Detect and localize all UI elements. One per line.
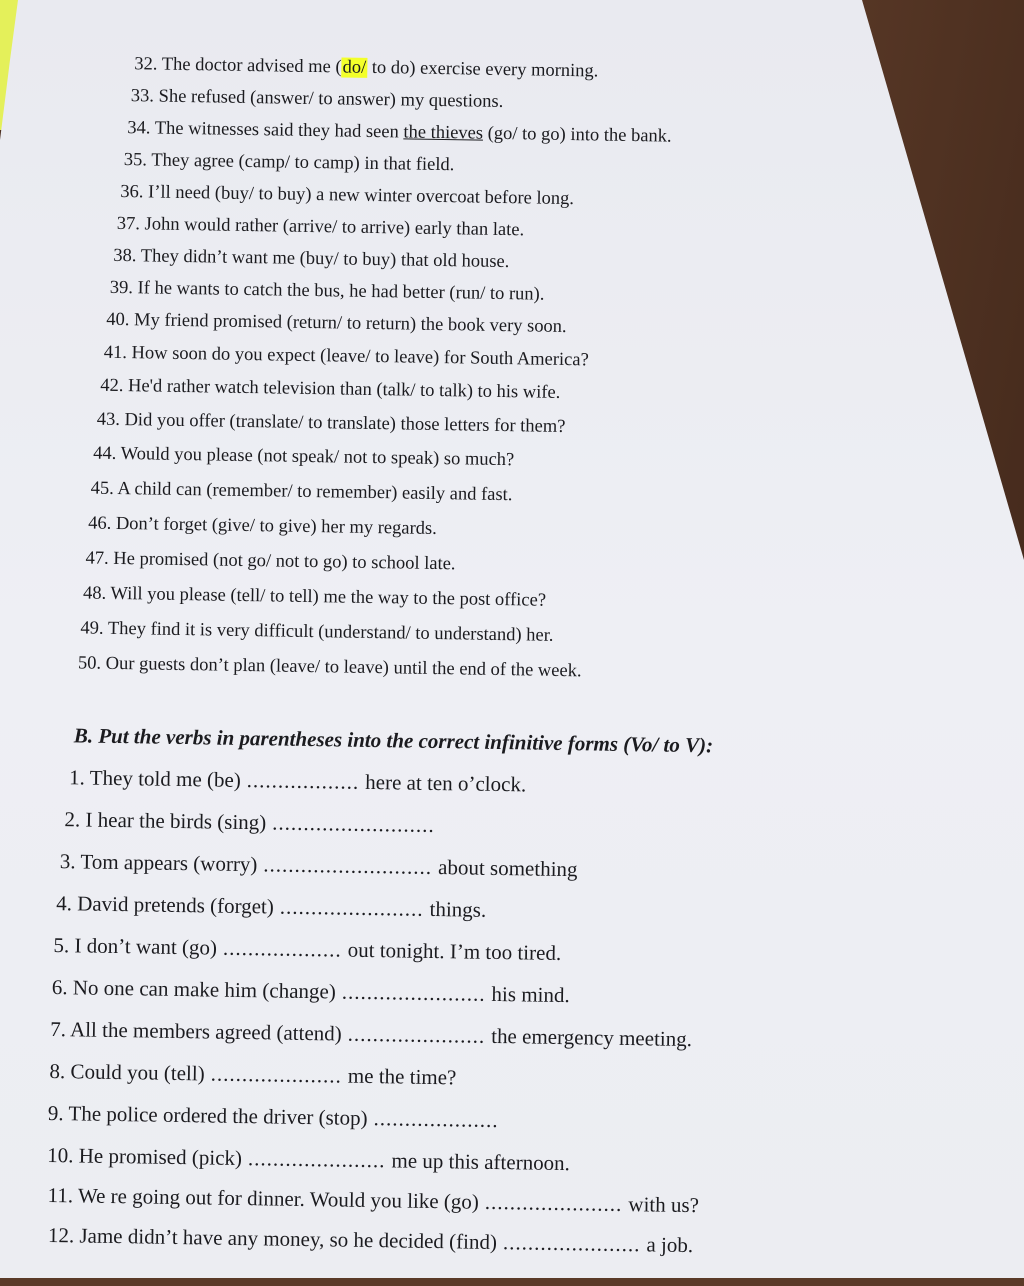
answer-blank: ........................... [263,852,433,879]
answer-blank: ...................... [247,1146,386,1173]
list-item: 9. The police ordered the driver (stop) .................... [47,1100,499,1133]
list-item: 39. If he wants to catch the bus, he had better (run/ to run). [109,277,545,305]
list-item: 12. Jame didn’t have any money, so he decided (find) ...................... a job. [47,1222,694,1258]
list-item: 43. Did you offer (translate/ to translate) those letters for them? [96,409,566,438]
list-item: 2. I hear the birds (sing) .......................... [64,807,435,838]
list-item: 4. David pretends (forget) ....................... things. [55,891,487,922]
list-item: 11. We re going out for dinner. Would you like (go) ...................... with us? [47,1182,700,1218]
list-item: 1. They told me (be) .................. here at ten o’clock. [68,765,527,797]
list-item: 42. He'd rather watch television than (talk/ to talk) to his wife. [100,375,561,403]
answer-blank: ....................... [341,979,486,1006]
list-item: 41. How soon do you expect (leave/ to leave) for South America? [103,342,589,371]
list-item: 38. They didn’t want me (buy/ to buy) that old house. [113,245,510,273]
list-item: 47. He promised (not go/ not to go) to school late. [85,548,456,575]
answer-blank: ...................... [484,1189,623,1216]
section-heading: B. Put the verbs in parentheses into the correct infinitive forms (Vo/ to V): [73,723,714,758]
answer-blank: ...................... [502,1230,641,1257]
list-item: 48. Will you please (tell/ to tell) me the way to the post office? [82,583,547,611]
answer-blank: ................... [222,935,342,962]
answer-blank: ..................... [210,1061,343,1088]
list-item: 37. John would rather (arrive/ to arrive) early than late. [116,213,525,241]
list-item: 35. They agree (camp/ to camp) in that field. [123,150,455,176]
highlight-mark: do/ [342,57,367,78]
list-item: 50. Our guests don’t plan (leave/ to leave) until the end of the week. [77,653,582,682]
list-item: 10. He promised (pick) ...................... me up this afternoon. [47,1142,571,1176]
answer-blank: .................... [373,1106,499,1133]
list-item: 46. Don’t forget (give/ to give) her my regards. [87,513,437,539]
list-item: 7. All the members agreed (attend) ...................... the emergency meeting. [50,1016,693,1052]
list-item: 40. My friend promised (return/ to return) the book very soon. [106,309,567,338]
list-item: 33. She refused (answer/ to answer) my questions. [130,86,504,112]
list-item: 3. Tom appears (worry) ........................... about something [59,849,578,882]
list-item: 36. I’ll need (buy/ to buy) a new winter overcoat before long. [120,181,575,210]
answer-blank: .................. [246,768,360,794]
list-item: 32. The doctor advised me (do/ to do) exercise every morning. [134,54,599,82]
list-item: 5. I don’t want (go) ................... out tonight. I’m too tired. [53,933,562,966]
answer-blank: ....................... [279,894,424,921]
list-item: 44. Would you please (not speak/ not to speak) so much? [93,443,515,471]
answer-blank: ...................... [347,1021,486,1048]
answer-blank: .......................... [272,810,435,838]
list-item: 6. No one can make him (change) ....................... his mind. [51,975,570,1008]
list-item: 49. They find it is very difficult (understand/ to understand) her. [80,618,554,646]
list-item: 45. A child can (remember/ to remember) easily and fast. [90,478,513,506]
list-item: 8. Could you (tell) ..................... me the time? [49,1058,457,1090]
list-item: 34. The witnesses said they had seen the thieves (go/ to go) into the bank. [127,118,672,147]
